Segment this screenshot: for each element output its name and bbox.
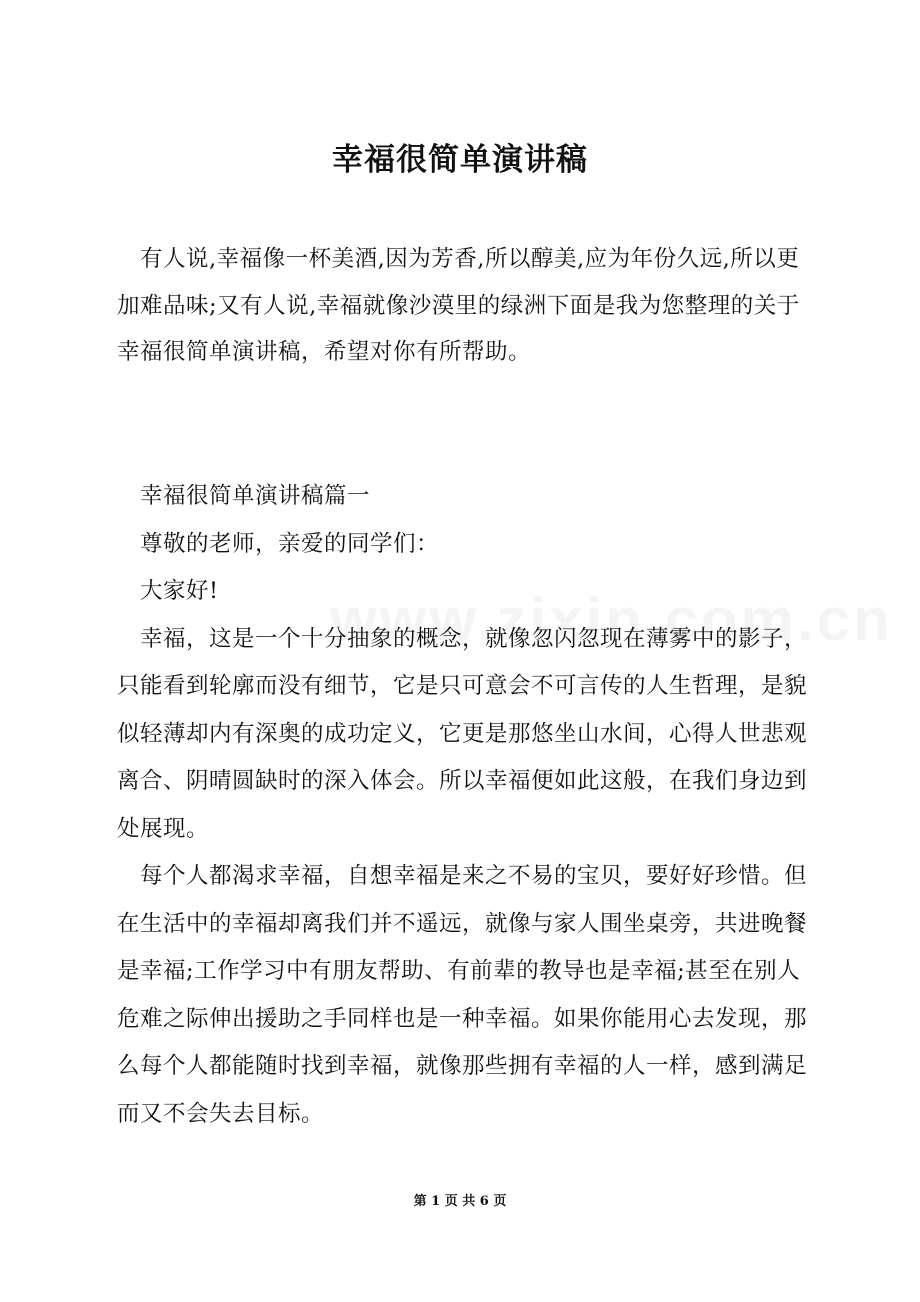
document-title: 幸福很简单演讲稿 — [332, 142, 588, 178]
greeting: 大家好! — [140, 578, 219, 604]
salutation: 尊敬的老师，亲爱的同学们： — [140, 530, 440, 557]
speech-body — [117, 473, 822, 1138]
section-heading: 幸福很简单演讲稿篇一 — [140, 483, 371, 509]
intro-paragraph: 有人说,幸福像一杯美酒,因为芳香,所以醇美,应为年份久远,所以更加难品味;又有人说,幸福就像沙漠里的绿洲下面是我为您整理的关于幸福很简单演讲稿，希望对你有所帮助。 — [117, 246, 800, 365]
body-paragraph: 每个人都渴求幸福，自想幸福是来之不易的宝贝，要好好珍惜。但在生活中的幸福却离我们并不遥远，就像与家人围坐桌旁，共进晚餐是幸福;工作学习中有朋友帮助、有前辈的教导也是幸福;甚至在别人危难之际伸出援助之手同样也是一种幸福。如果你能用心去发现，那么每个人都能随时找到幸福，就像那些拥有幸福的人一样，感到满足而又不会失去目标。 — [117, 863, 808, 1127]
body-paragraph: 幸福，这是一个十分抽象的概念，就像忽闪忽现在薄雾中的影子，只能看到轮廓而没有细节，它是只可意会不可言传的人生哲理，是貌似轻薄却内有深奥的成功定义，它更是那悠坐山水间，心得人世悲观离合、阴晴圆缺时的深入体会。所以幸福便如此这般，在我们身边到处展现。 — [117, 625, 808, 842]
page-number-footer: 第 1 页 共 6 页 — [413, 1194, 507, 1209]
